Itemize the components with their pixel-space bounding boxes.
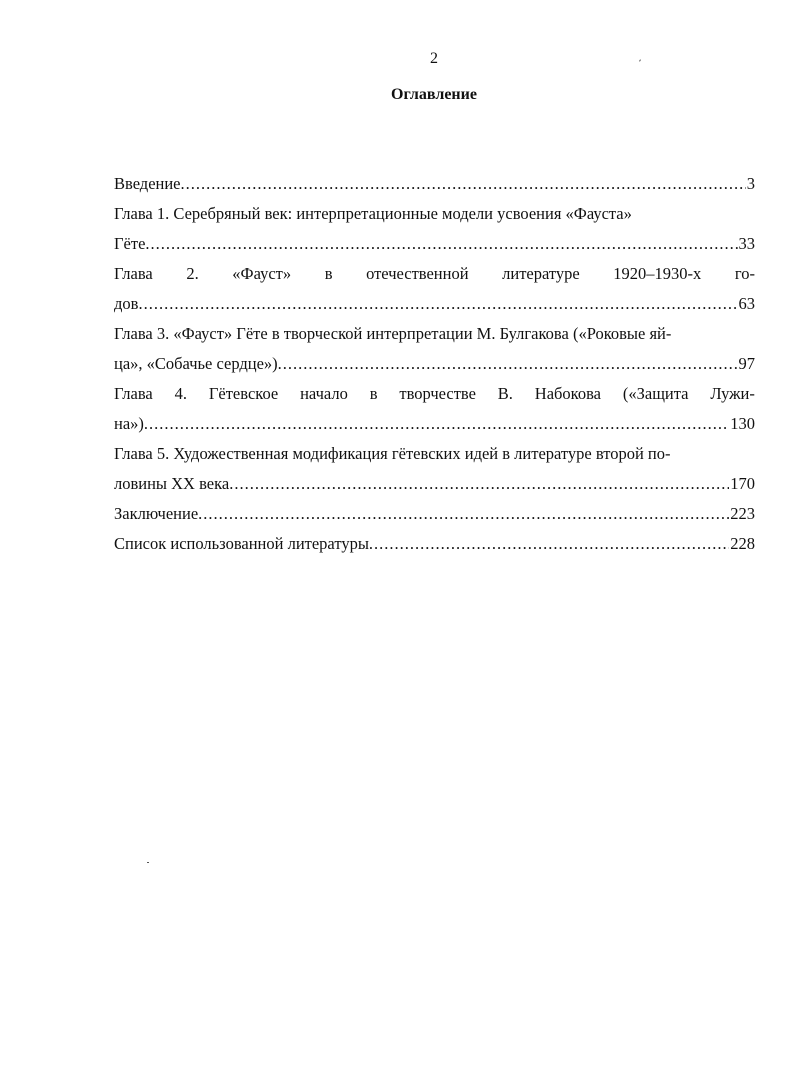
toc-entry-title: Заключение xyxy=(114,504,199,523)
toc-page-number: 3 xyxy=(746,174,755,193)
toc-word: Глава xyxy=(114,264,153,283)
toc-entry-ch5-line2 xyxy=(114,472,755,502)
toc-leader-dots xyxy=(144,412,729,436)
toc-entry-ch5-line1 xyxy=(114,442,755,472)
page-title: Оглавление xyxy=(391,86,477,103)
toc-word: 2. xyxy=(186,264,199,283)
toc-word: в xyxy=(324,264,333,283)
toc-word: («Защита xyxy=(622,384,689,403)
toc-word: го- xyxy=(734,264,755,283)
toc-entry-title: ловины XX века xyxy=(114,474,230,493)
scan-speck xyxy=(147,862,149,863)
toc-entry-title: Гёте xyxy=(114,234,146,253)
toc-leader-dots xyxy=(198,502,729,526)
toc-entry-title: на») xyxy=(114,414,144,433)
toc-word: Лужи- xyxy=(710,384,755,403)
toc-entry-ch3-line1 xyxy=(114,322,755,352)
toc-page-number: 130 xyxy=(730,414,755,433)
toc-entry-title: Список использованной литературы xyxy=(114,534,369,553)
toc-word: начало xyxy=(300,384,348,403)
toc-word: Набокова xyxy=(534,384,601,403)
toc-word: Гётевское xyxy=(208,384,279,403)
page-number: 2 xyxy=(430,50,438,67)
toc-page-number: 97 xyxy=(738,354,755,373)
toc-leader-dots xyxy=(181,172,746,196)
toc-page-number: 223 xyxy=(730,504,755,523)
toc-entry-title: ца», «Собачье сердце») xyxy=(114,354,278,373)
toc-entry-ch1-line2 xyxy=(114,232,755,262)
toc-leader-dots xyxy=(369,532,729,556)
toc-page-number: 33 xyxy=(738,234,755,253)
toc-leader-dots xyxy=(278,352,738,376)
toc-entry-title: Глава 3. «Фауст» Гёте в творческой интерпретации М. Булгакова («Роковые яй- xyxy=(114,324,672,343)
toc-entry-title: Глава 1. Серебряный век: интерпретационные модели усвоения «Фауста» xyxy=(114,204,632,223)
toc-entry-title: дов xyxy=(114,294,139,313)
toc-word: 1920–1930-х xyxy=(613,264,702,283)
toc-entry-ch2-line1 xyxy=(114,262,755,292)
toc-leader-dots xyxy=(229,472,729,496)
toc-leader-dots xyxy=(138,292,737,316)
toc-word: Глава xyxy=(114,384,153,403)
table-of-contents xyxy=(114,172,755,562)
toc-entry-ch4-line1 xyxy=(114,382,755,412)
toc-word: литературе xyxy=(502,264,580,283)
toc-entry-ch4-line2 xyxy=(114,412,755,442)
toc-entry-ch2-line2 xyxy=(114,292,755,322)
toc-word: отечественной xyxy=(366,264,469,283)
toc-page-number: 170 xyxy=(730,474,755,493)
toc-entry-ch1-line1 xyxy=(114,202,755,232)
toc-page-number: 228 xyxy=(730,534,755,553)
toc-word: 4. xyxy=(174,384,187,403)
toc-leader-dots xyxy=(145,232,737,256)
toc-word: в xyxy=(369,384,378,403)
toc-entry-bibliography xyxy=(114,532,755,562)
toc-word: творчестве xyxy=(399,384,476,403)
toc-entry-intro xyxy=(114,172,755,202)
toc-word: «Фауст» xyxy=(232,264,292,283)
toc-entry-conclusion xyxy=(114,502,755,532)
toc-entry-title: Введение xyxy=(114,174,181,193)
toc-page-number: 63 xyxy=(738,294,755,313)
toc-word: В. xyxy=(497,384,513,403)
toc-entry-title: Глава 5. Художественная модификация гётевских идей в литературе второй по- xyxy=(114,444,671,463)
toc-entry-ch3-line2 xyxy=(114,352,755,382)
